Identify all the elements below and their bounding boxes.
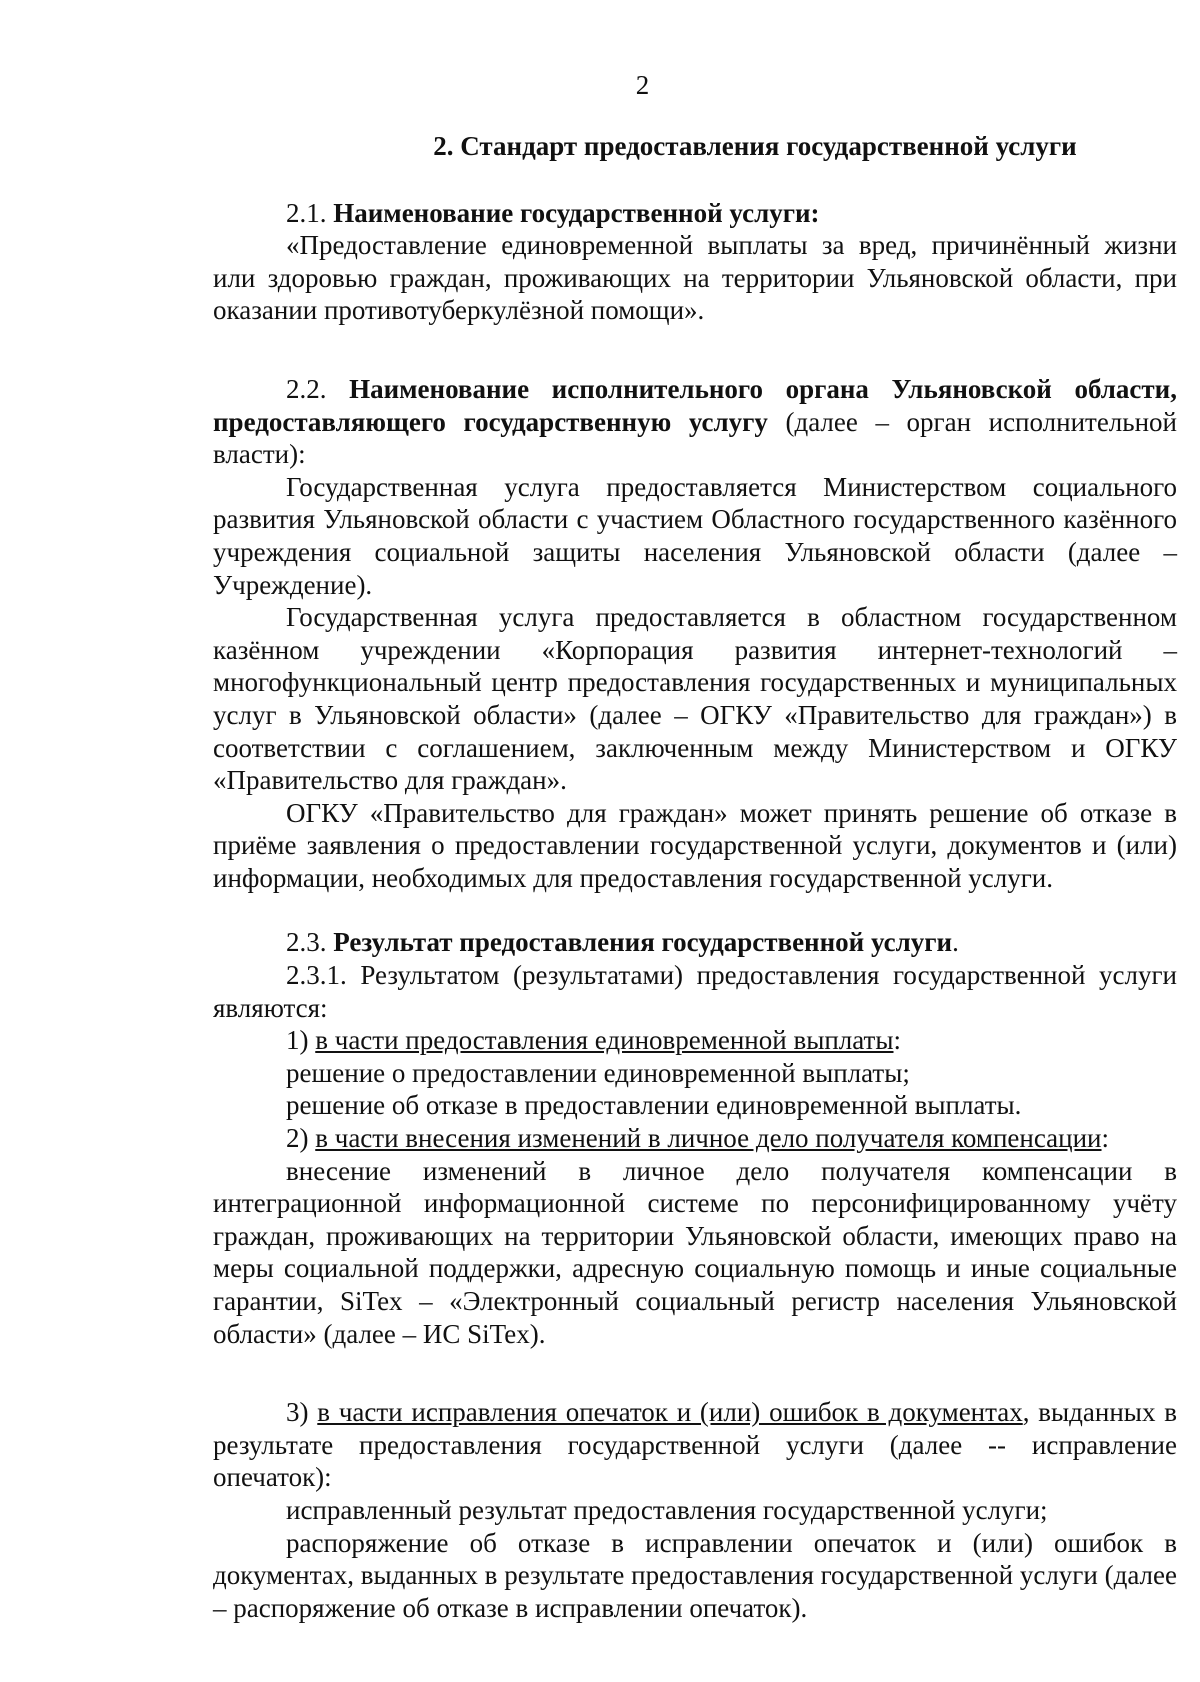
item-1-line-a: решение о предоставлении единовременной выплаты; — [286, 1057, 910, 1088]
item-2-heading: 2) в части внесения изменений в личное дело получателя компенсации: — [286, 1123, 1110, 1154]
item-3-line-a: исправленный результат предоставления государственной услуги; — [286, 1494, 1048, 1525]
item-3-line-b: распоряжение об отказе в исправлении опечаток и (или) ошибок в документах, выданных в результате предоставления государственной услуги (далее – распоряжение об отказе в исправлении опечаток). — [213, 1527, 1177, 1623]
document-body — [213, 130, 1177, 1624]
page-number: 2 — [635, 70, 650, 100]
subsection-2-2-paragraph-3: ОГКУ «Правительство для граждан» может принять решение об отказе в приёме заявления о предоставлении государственной услуги, документов и (или) информации, необходимых для предоставления государственной услуги. — [213, 797, 1177, 893]
subsection-2-1-heading: 2.1. Наименование государственной услуги: — [286, 197, 820, 228]
subsection-2-3-1: 2.3.1. Результатом (результатами) предоставления государственной услуги являются: — [213, 960, 1177, 1023]
item-2-text: внесение изменений в личное дело получателя компенсации в интеграционной информационной системе по персонифицированному учёту граждан, проживающих на территории Ульяновской области, имеющих право на меры социальной поддержки, адресную социальную помощь и иные социальные гарантии, SiTex – «Электронный социальный регистр населения Ульяновской области» (далее – ИС SiTex). — [213, 1155, 1177, 1349]
subsection-2-3-heading: 2.3. Результат предоставления государственной услуги. — [286, 927, 959, 958]
item-1-line-b: решение об отказе в предоставлении единовременной выплаты. — [286, 1090, 1022, 1121]
item-3-heading: 3) в части исправления опечаток и (или) ошибок в документах, выданных в результате предоставления государственной услуги (далее -- исправление опечаток): — [213, 1397, 1177, 1493]
subsection-2-2-paragraph-1: Государственная услуга предоставляется Министерством социального развития Ульяновской области с участием Областного государственного казённого учреждения социальной защиты населения Ульяновской области (далее – Учреждение). — [213, 471, 1177, 600]
subsection-2-2-heading: 2.2. Наименование исполнительного органа Ульяновской области, предоставляющего государственную услугу (далее – орган исполнительной власти): — [213, 373, 1177, 470]
section-title: 2. Стандарт предоставления государственной услуги — [433, 131, 1077, 161]
item-1-heading: 1) в части предоставления единовременной выплаты: — [286, 1025, 902, 1056]
subsection-2-2-paragraph-2: Государственная услуга предоставляется в областном государственном казённом учреждении «Корпорация развития интернет-технологий – многофункциональный центр предоставления государственных и муниципальных услуг в Ульяновской области» (далее – ОГКУ «Правительство для граждан») в соответствии с соглашением, заключенным между Министерством и ОГКУ «Правительство для граждан». — [213, 602, 1177, 796]
subsection-2-1-text: «Предоставление единовременной выплаты за вред, причинённый жизни или здоровью граждан, проживающих на территории Ульяновской области, при оказании противотуберкулёзной помощи». — [213, 230, 1177, 326]
